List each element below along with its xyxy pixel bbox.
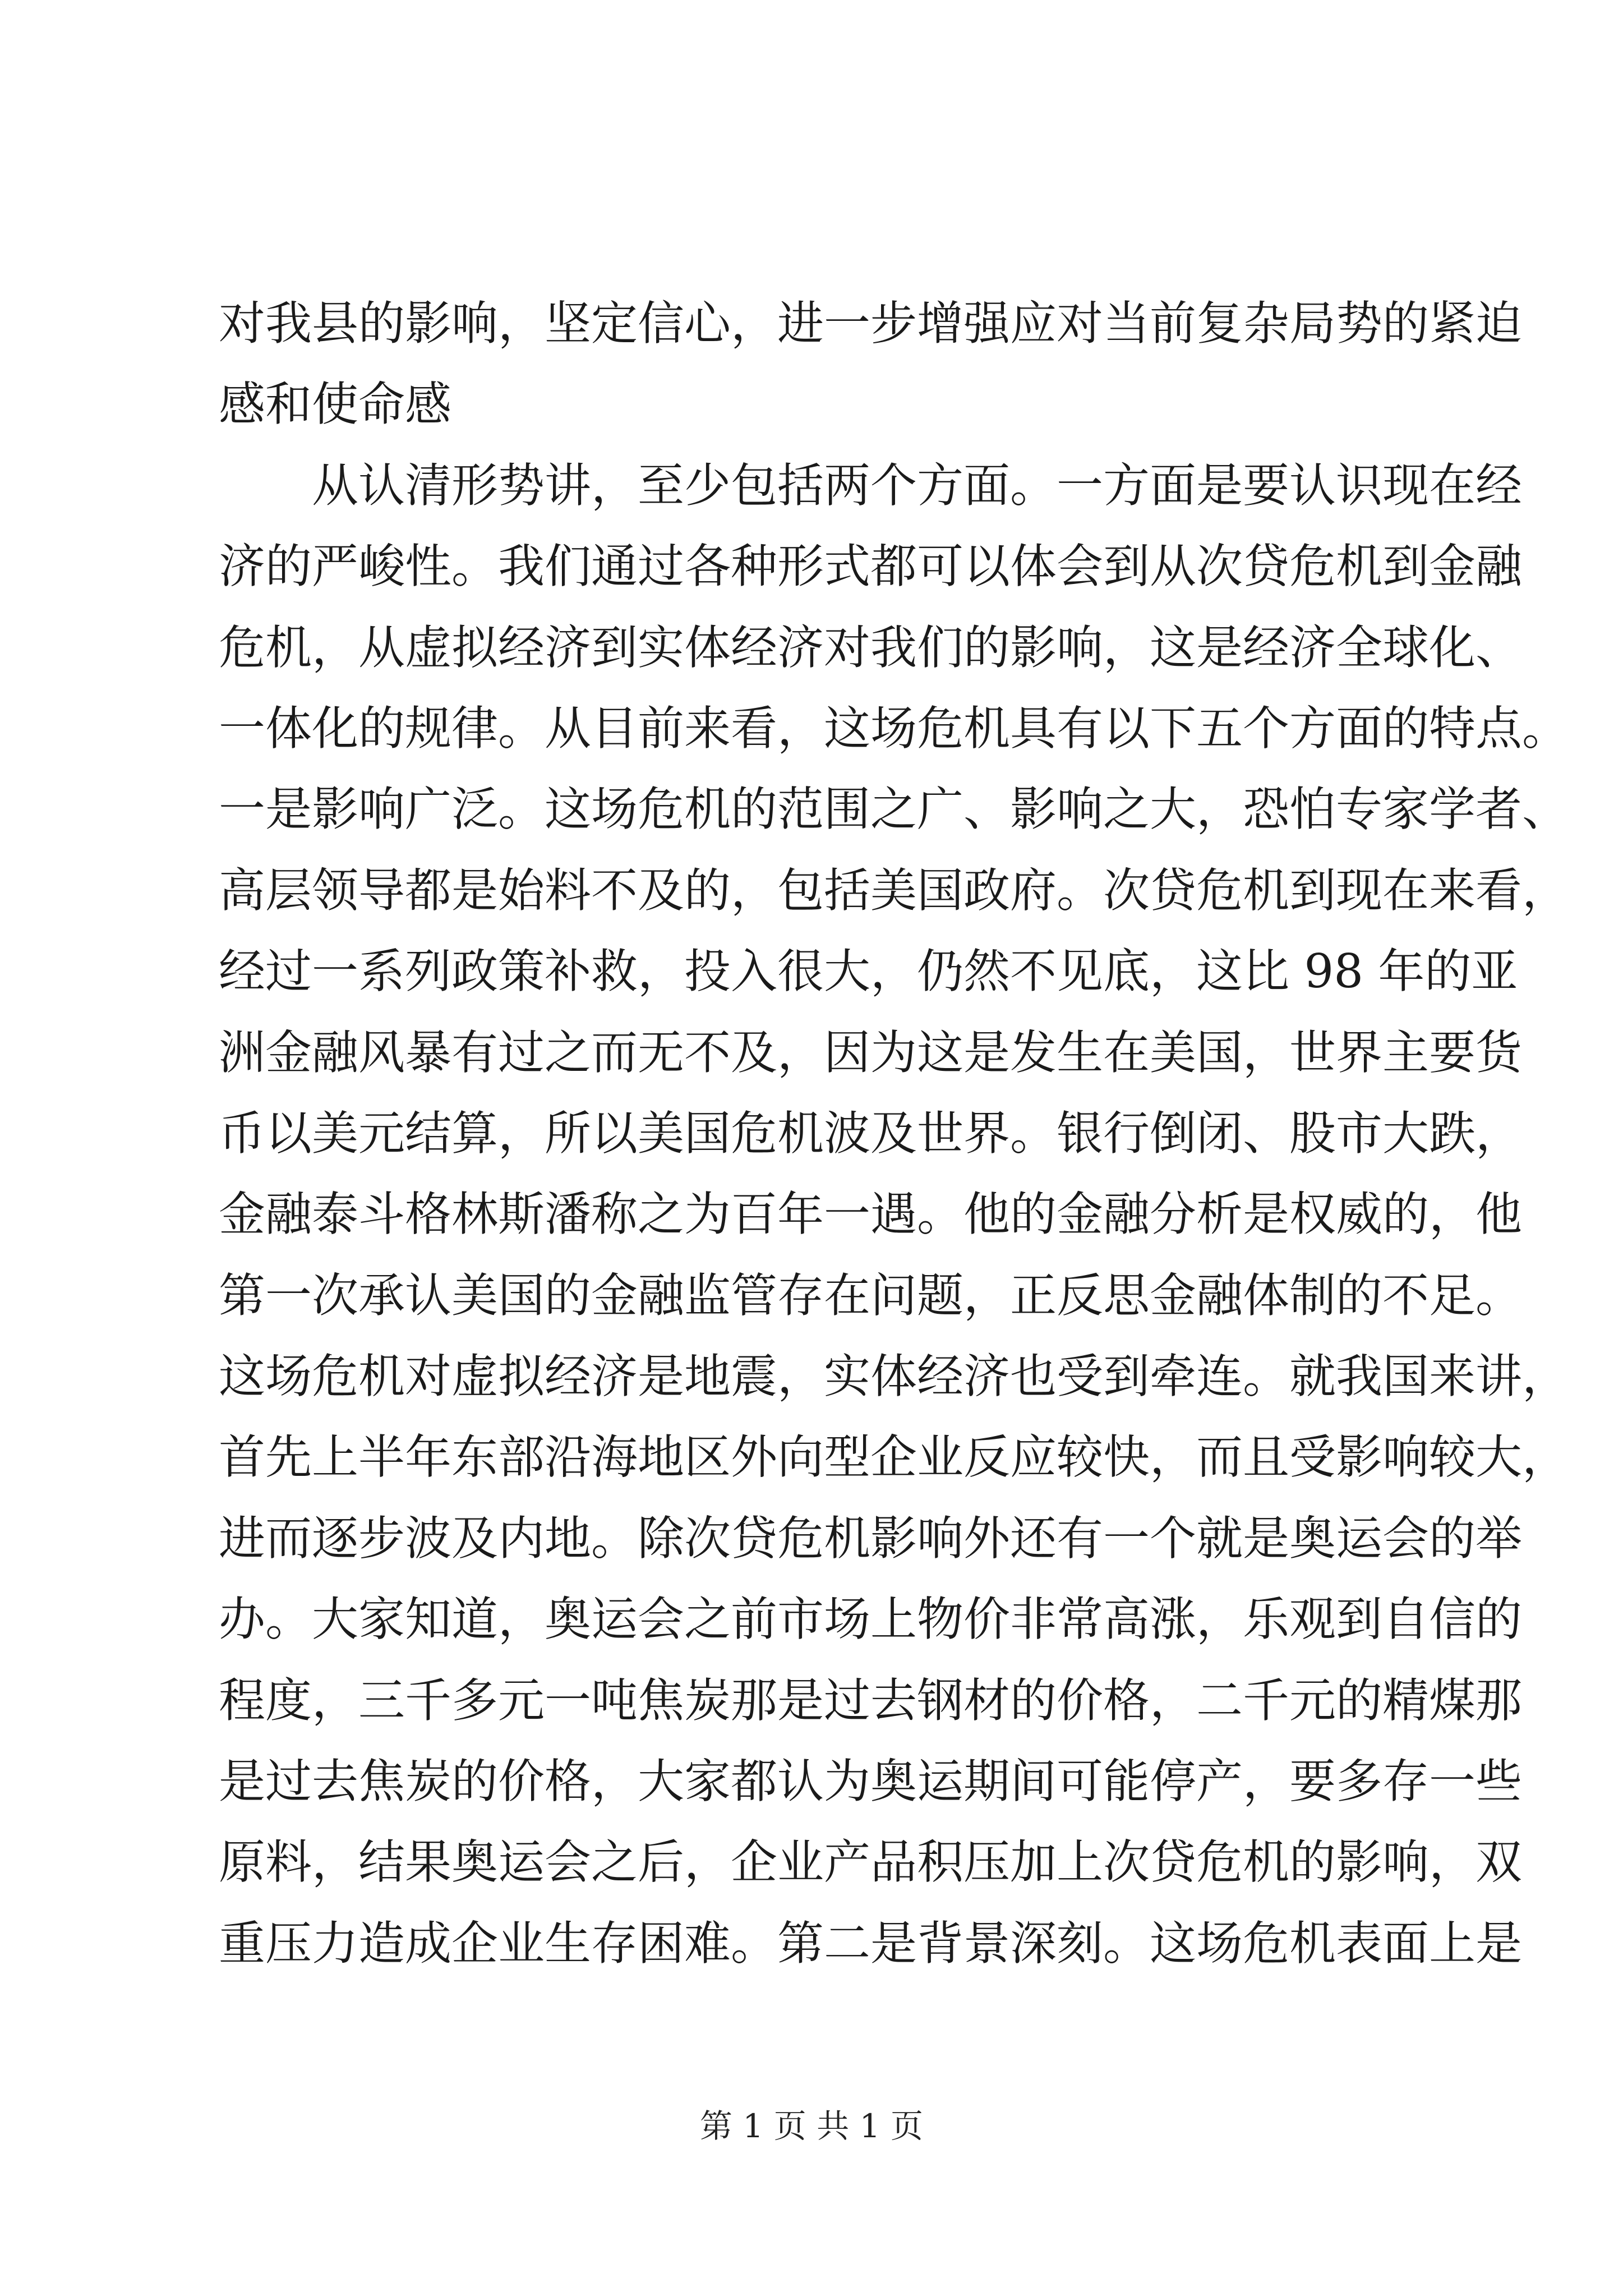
text-line: 危机，从虚拟经济到实体经济对我们的影响，这是经济全球化、 (219, 620, 1522, 675)
text-line: 洲金融风暴有过之而无不及，因为这是发生在美国，世界主要货 (219, 1025, 1522, 1080)
text-line: 首先上半年东部沿海地区外向型企业反应较快，而且受影响较大， (219, 1430, 1569, 1485)
text-line: 办。大家知道，奥运会之前市场上物价非常高涨，乐观到自信的 (219, 1592, 1522, 1647)
text-line: 程度，三千多元一吨焦炭那是过去钢材的价格，二千元的精煤那 (219, 1673, 1522, 1728)
text-line: 第一次承认美国的金融监管存在问题，正反思金融体制的不足。 (219, 1268, 1522, 1323)
text-line: 是过去焦炭的价格，大家都认为奥运期间可能停产，要多存一些 (219, 1754, 1522, 1809)
page-footer (0, 2106, 1623, 2146)
text-line: 一体化的规律。从目前来看，这场危机具有以下五个方面的特点。 (219, 701, 1569, 756)
text-line: 高层领导都是始料不及的，包括美国政府。次贷危机到现在来看， (219, 863, 1569, 918)
text-line: 这场危机对虚拟经济是地震，实体经济也受到牵连。就我国来讲， (219, 1349, 1569, 1404)
text-line: 币以美元结算，所以美国危机波及世界。银行倒闭、股市大跌， (219, 1106, 1522, 1161)
text-line: 原料，结果奥运会之后，企业产品积压加上次贷危机的影响，双 (219, 1835, 1522, 1890)
page-number: 第 1 页 共 1 页 (700, 2107, 923, 2145)
text-line: 进而逐步波及内地。除次贷危机影响外还有一个就是奥运会的举 (219, 1511, 1522, 1566)
text-line: 经过一系列政策补救，投入很大，仍然不见底，这比 98 年的亚 (219, 944, 1518, 999)
text-line: 重压力造成企业生存困难。第二是背景深刻。这场危机表面上是 (219, 1916, 1522, 1971)
text-line: 济的严峻性。我们通过各种形式都可以体会到从次贷危机到金融 (219, 539, 1522, 594)
text-line: 金融泰斗格林斯潘称之为百年一遇。他的金融分析是权威的，他 (219, 1187, 1522, 1242)
text-line: 一是影响广泛。这场危机的范围之广、影响之大，恐怕专家学者、 (219, 782, 1569, 837)
body-text (219, 283, 1569, 1984)
text-line: 从认清形势讲，至少包括两个方面。一方面是要认识现在经 (219, 458, 1522, 513)
text-line: 感和使命感 (219, 377, 451, 432)
text-line: 对我县的影响，坚定信心，进一步增强应对当前复杂局势的紧迫 (219, 296, 1522, 351)
